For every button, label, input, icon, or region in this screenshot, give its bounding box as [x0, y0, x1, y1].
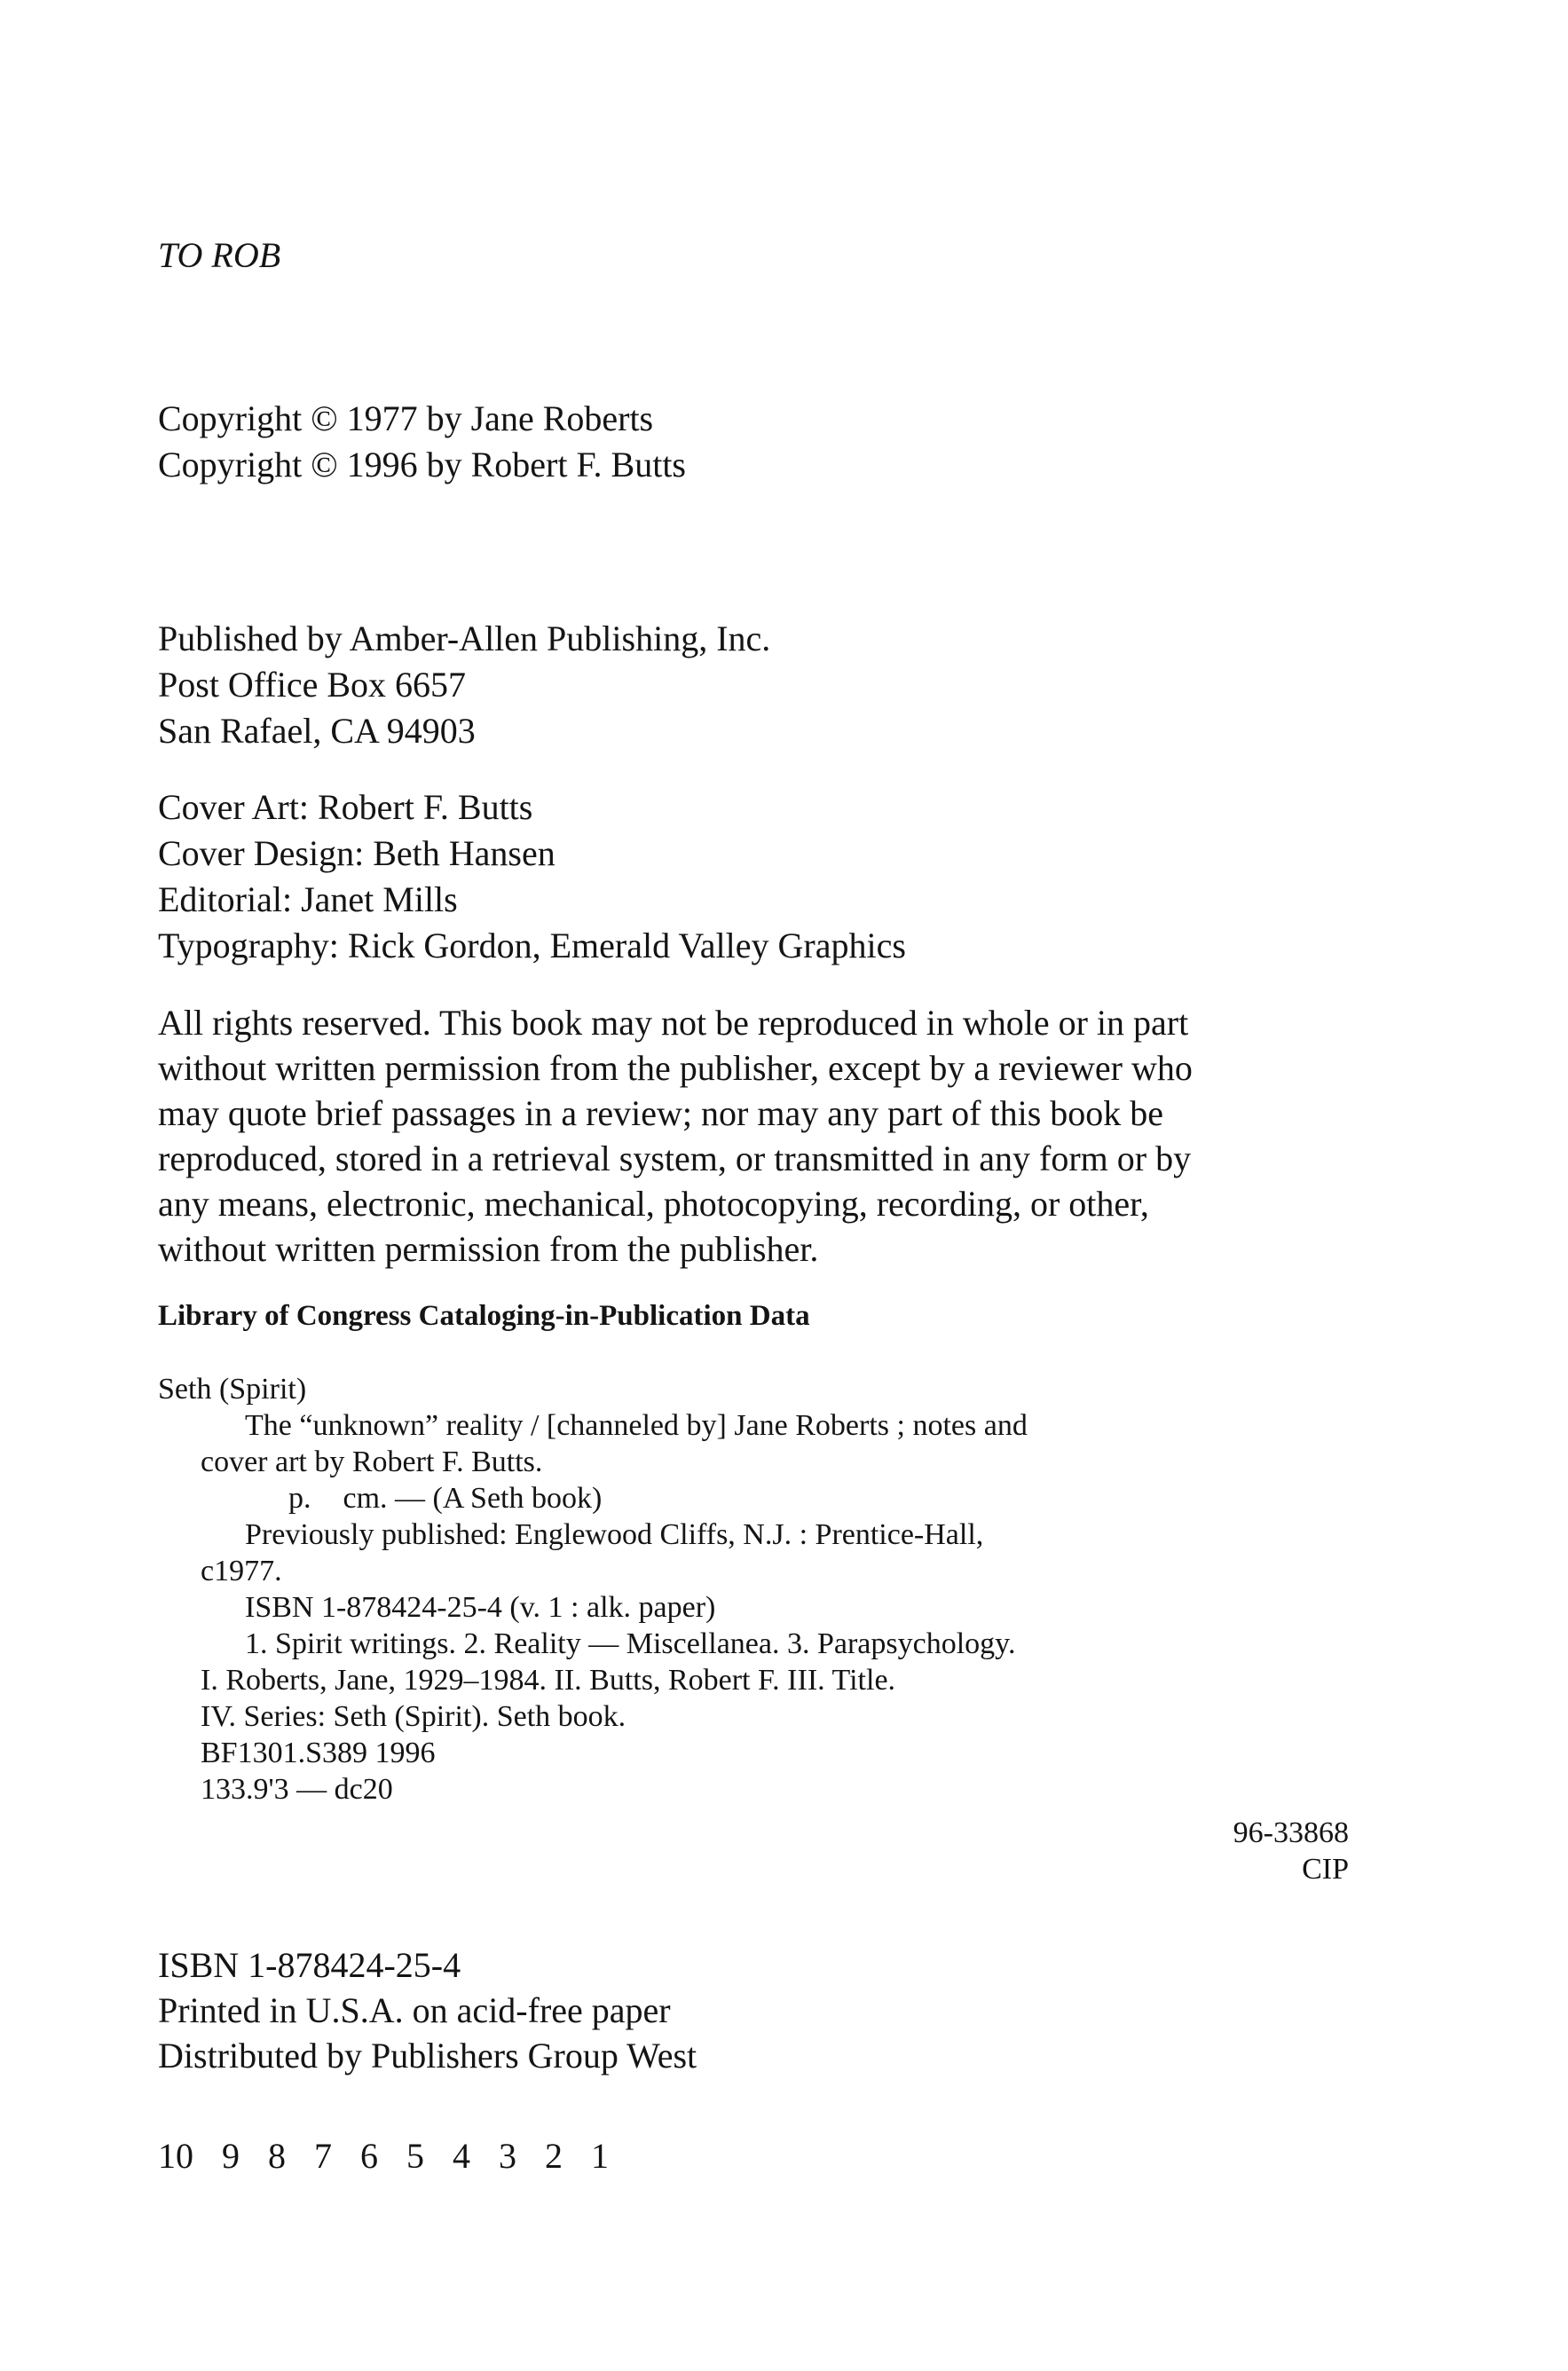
cip-title-line: The “unknown” reality / [channeled by] Jane Roberts ; notes and — [245, 1409, 1028, 1442]
copyright-line: Copyright © 1977 by Jane Roberts — [158, 398, 654, 438]
cip-collation-pages: p. — [288, 1482, 311, 1515]
cip-mark: CIP — [1302, 1853, 1349, 1886]
rights-line: reproduced, stored in a retrieval system, or transmitted in any form or by — [158, 1138, 1192, 1178]
publisher-address: Post Office Box 6657 — [158, 665, 467, 705]
rights-line: All rights reserved. This book may not be reproduced in whole or in part — [158, 1003, 1189, 1043]
rights-line: may quote brief passages in a review; nor may any part of this book be — [158, 1093, 1164, 1133]
cip-dewey: 133.9'3 — dc20 — [201, 1773, 393, 1806]
cip-title-line: cover art by Robert F. Butts. — [201, 1445, 543, 1478]
cip-record — [158, 1371, 1028, 1808]
copyright-block — [158, 396, 686, 488]
cip-isbn: ISBN 1-878424-25-4 (v. 1 : alk. paper) — [245, 1591, 716, 1624]
cip-subjects-line: IV. Series: Seth (Spirit). Seth book. — [201, 1700, 626, 1733]
printing-block — [158, 1942, 697, 2078]
credit-editorial: Editorial: Janet Mills — [158, 879, 458, 919]
printing-note: Printed in U.S.A. on acid-free paper — [158, 1990, 671, 2030]
cip-subjects-line: I. Roberts, Jane, 1929–1984. II. Butts, Robert F. III. Title. — [201, 1664, 896, 1697]
rights-line: any means, electronic, mechanical, photocopying, recording, or other, — [158, 1184, 1149, 1224]
printing-isbn: ISBN 1-878424-25-4 — [158, 1945, 461, 1985]
cip-main-entry: Seth (Spirit) — [158, 1373, 307, 1406]
cip-collation — [158, 1480, 1028, 1516]
printer-key: 10 9 8 7 6 5 4 3 2 1 — [158, 2136, 609, 2176]
copyright-line: Copyright © 1996 by Robert F. Butts — [158, 445, 686, 484]
rights-line: without written permission from the publisher. — [158, 1229, 819, 1269]
publisher-name: Published by Amber-Allen Publishing, Inc. — [158, 618, 771, 658]
publisher-city: San Rafael, CA 94903 — [158, 711, 476, 751]
credit-cover-design: Cover Design: Beth Hansen — [158, 833, 555, 873]
credit-cover-art: Cover Art: Robert F. Butts — [158, 787, 533, 827]
publisher-block — [158, 616, 770, 754]
cip-note-line: Previously published: Englewood Cliffs, N.J. : Prentice-Hall, — [245, 1518, 984, 1551]
distribution-note: Distributed by Publishers Group West — [158, 2036, 697, 2076]
rights-line: without written permission from the publisher, except by a reviewer who — [158, 1048, 1193, 1088]
dedication: TO ROB — [158, 235, 281, 275]
cip-lc-class: BF1301.S389 1996 — [201, 1737, 436, 1769]
credits-block — [158, 784, 906, 969]
cip-subjects-line: 1. Spirit writings. 2. Reality — Miscellanea. 3. Parapsychology. — [245, 1627, 1016, 1660]
cip-heading: Library of Congress Cataloging-in-Publication Data — [158, 1300, 810, 1332]
cip-lccn: 96-33868 — [1233, 1816, 1349, 1849]
cip-note-line: c1977. — [201, 1555, 282, 1587]
cip-control-numbers — [1233, 1815, 1349, 1887]
cip-collation-size: cm. — (A Seth book) — [343, 1482, 603, 1515]
rights-statement — [158, 1000, 1193, 1272]
credit-typography: Typography: Rick Gordon, Emerald Valley Graphics — [158, 926, 906, 965]
